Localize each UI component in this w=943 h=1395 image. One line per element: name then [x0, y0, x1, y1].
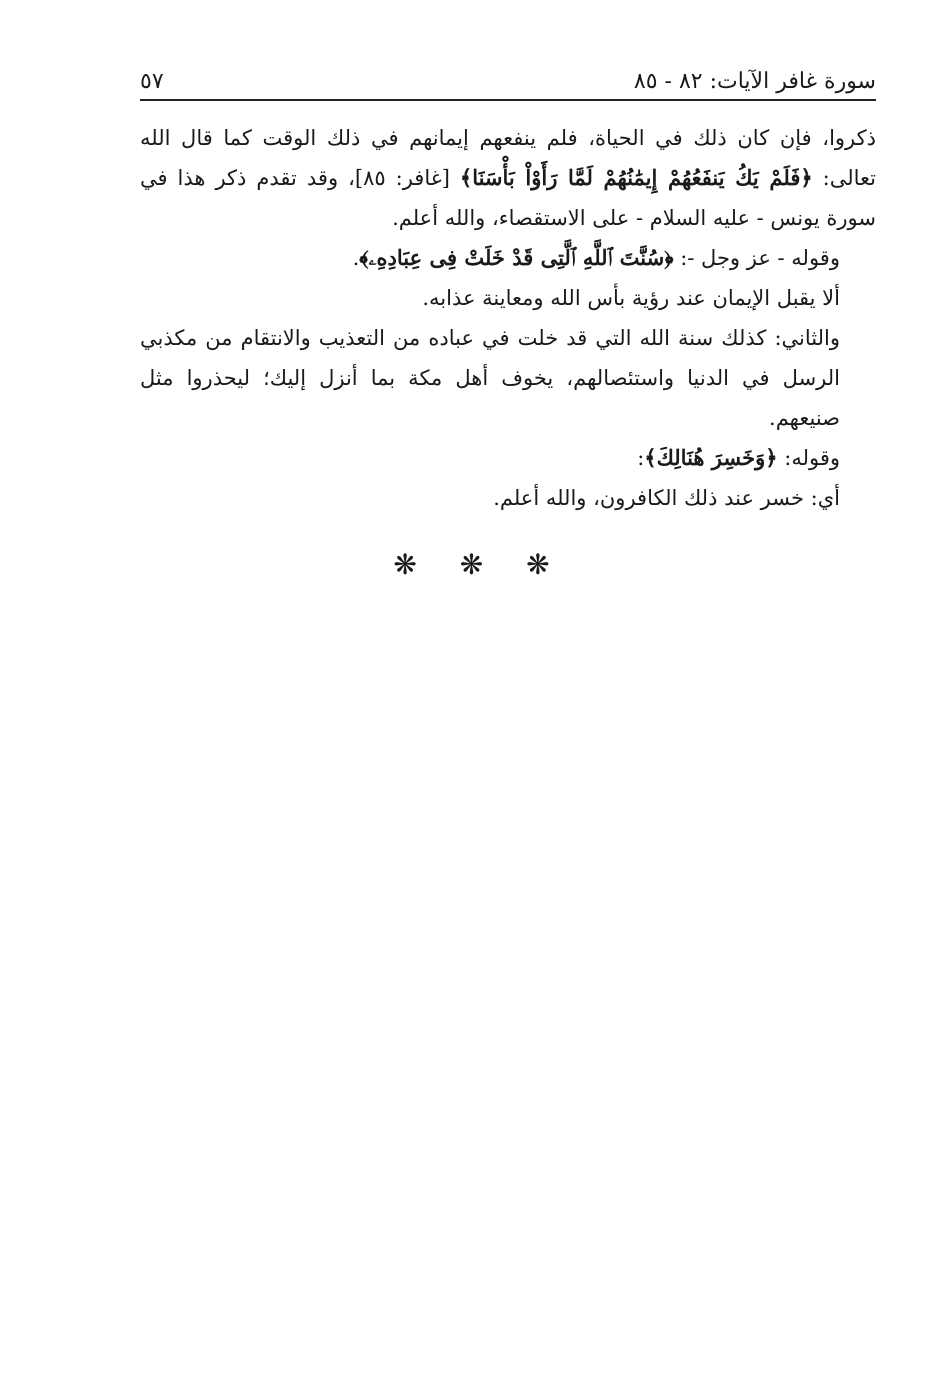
section-end-ornaments: [0, 548, 943, 581]
chapter-title: سورة غافر الآيات: ٨٢ - ٨٥: [633, 69, 876, 94]
paragraph-6: [140, 478, 876, 518]
paragraph-1-text-end: [غافر: ٨٥]، وقد تقدم ذكر هذا في سورة يونس - عليه السلام - على الاستقصاء، والله أعلم.: [140, 166, 876, 230]
paragraph-2-quran-verse: ﴿سُنَّتَ ٱللَّهِ ٱلَّتِى قَدْ خَلَتْ فِى عِبَادِهِۦ﴾: [359, 245, 674, 270]
paragraph-3: [140, 278, 876, 318]
paragraph-2: [140, 238, 876, 278]
paragraph-6-text: أي: خسر عند ذلك الكافرون، والله أعلم.: [493, 486, 840, 510]
paragraph-3-text: ألا يقبل الإيمان عند رؤية بأس الله ومعاينة عذابه.: [422, 286, 840, 310]
paragraph-4: [140, 318, 876, 438]
asterism-ornament-icon: ❋: [526, 548, 550, 581]
paragraph-2-text-start: وقوله - عز وجل -:: [673, 246, 840, 270]
paragraph-2-text-end: .: [352, 246, 360, 270]
asterism-ornament-icon: ❋: [393, 548, 417, 581]
body-text: [140, 118, 876, 518]
page-number: ٥٧: [140, 69, 164, 94]
paragraph-5-text-end: :: [637, 446, 645, 470]
running-header: [140, 58, 876, 98]
paragraph-5-quran-verse: ﴿وَخَسِرَ هُنَالِكَ﴾: [644, 445, 778, 470]
asterism-ornament-icon: ❋: [459, 548, 484, 581]
paragraph-5: [140, 438, 876, 478]
paragraph-1: [140, 118, 876, 238]
paragraph-1-quran-verse: ﴿فَلَمْ يَكُ يَنفَعُهُمْ إِيمَٰنُهُمْ لَمَّا رَأَوْاْ بَأْسَنَا﴾: [459, 165, 813, 190]
header-rule: [140, 99, 876, 101]
paragraph-4-text: والثاني: كذلك سنة الله التي قد خلت في عباده من التعذيب والانتقام من مكذبي الرسل في الدنيا واستئصالهم، يخوف أهل مكة بما أنزل إليك؛ ليحذروا مثل صنيعهم.: [140, 326, 840, 430]
paragraph-1-text-start: ذكروا، فإن كان ذلك في الحياة، فلم ينفعهم إيمانهم في ذلك الوقت كما قال الله تعالى:: [140, 126, 877, 190]
paragraph-5-text-start: وقوله:: [777, 446, 840, 470]
